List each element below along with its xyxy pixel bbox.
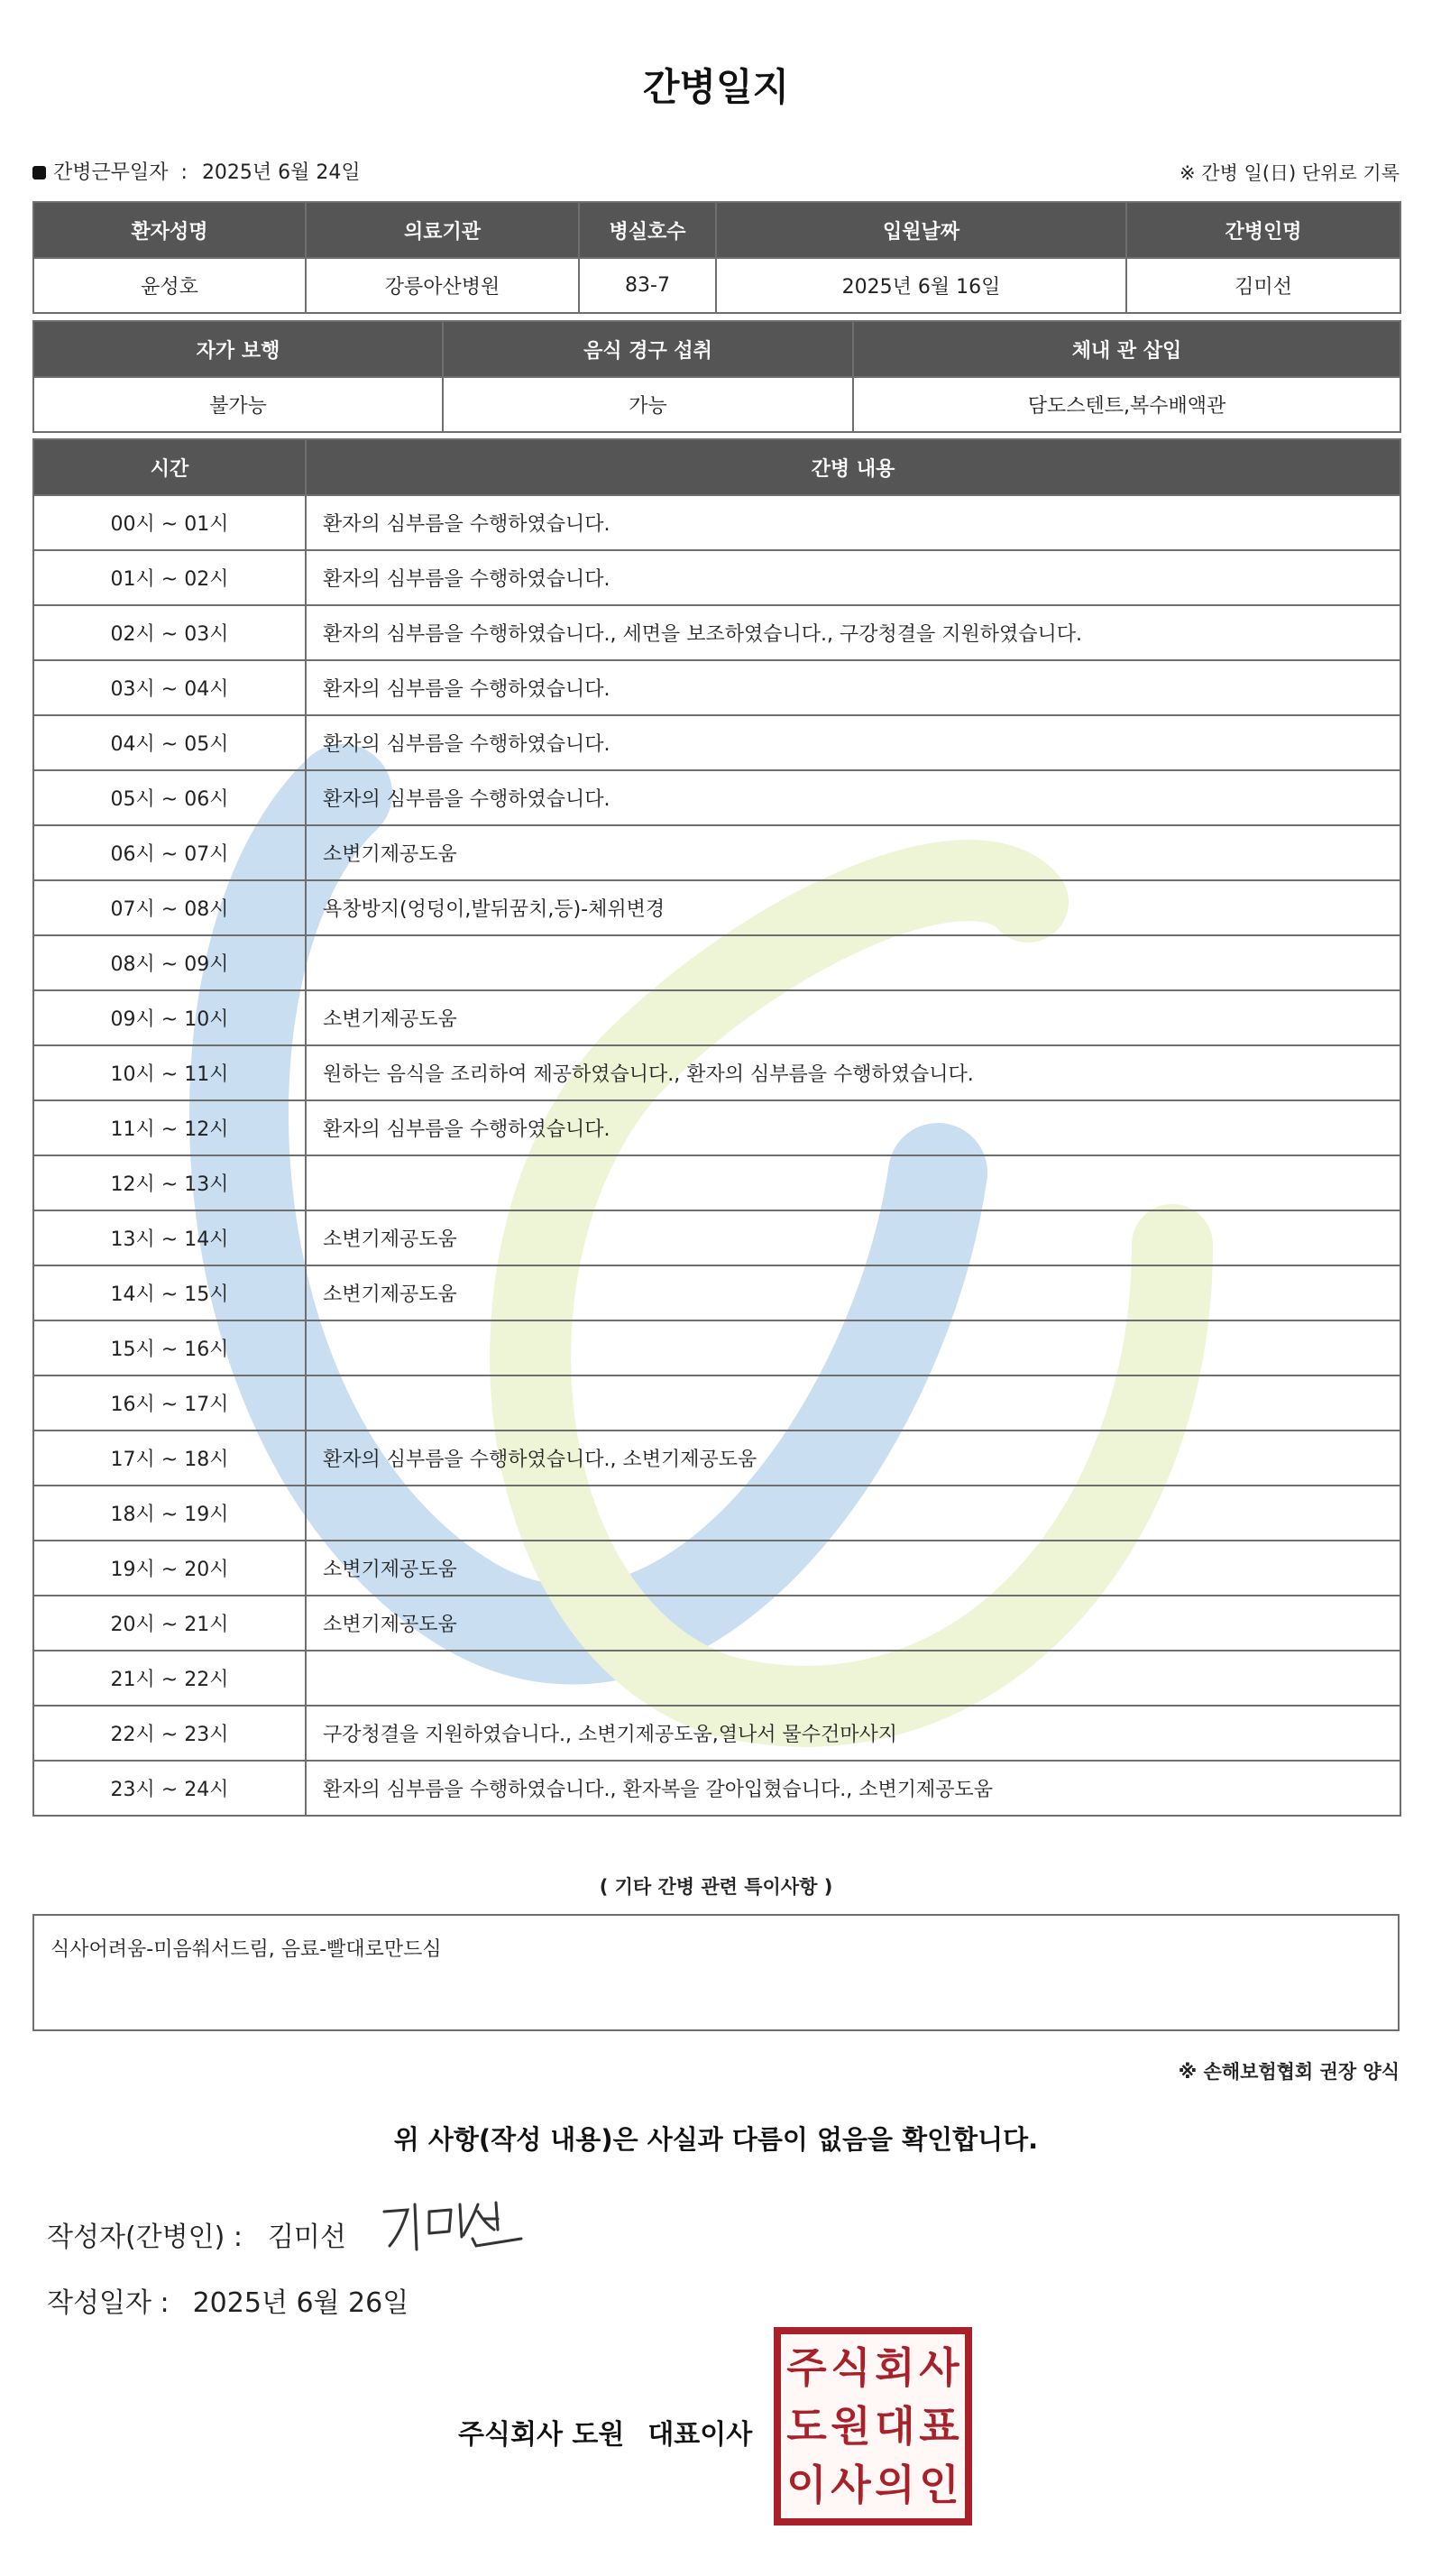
time-cell: 15시 ~ 16시 bbox=[33, 1320, 306, 1375]
time-cell: 19시 ~ 20시 bbox=[33, 1541, 306, 1596]
content-cell: 환자의 심부름을 수행하였습니다. bbox=[306, 1100, 1400, 1155]
company-name: 주식회사 도원 bbox=[458, 2419, 625, 2451]
time-cell: 22시 ~ 23시 bbox=[33, 1706, 306, 1761]
author-line bbox=[47, 2214, 346, 2254]
table-row bbox=[33, 1210, 1400, 1265]
content-column-header: 간병 내용 bbox=[306, 439, 1400, 495]
confirmation-statement: 위 사항(작성 내용)은 사실과 다름이 없음을 확인합니다. bbox=[393, 2124, 1039, 2155]
time-cell: 06시 ~ 07시 bbox=[33, 825, 306, 880]
time-cell: 03시 ~ 04시 bbox=[33, 660, 306, 715]
patient-info-header: 의료기관 bbox=[306, 202, 579, 258]
table-row bbox=[33, 1045, 1400, 1100]
time-column-header: 시간 bbox=[33, 439, 306, 495]
content-cell: 소변기제공도움 bbox=[306, 1210, 1400, 1265]
company-line bbox=[458, 2412, 752, 2452]
patient-info-value: 2025년 6월 16일 bbox=[716, 258, 1126, 313]
seal-character: 도 bbox=[786, 2401, 827, 2451]
seal-character: 인 bbox=[919, 2461, 959, 2510]
seal-character: 회 bbox=[875, 2342, 915, 2392]
patient-status-value-row bbox=[33, 377, 1400, 432]
time-cell: 07시 ~ 08시 bbox=[33, 880, 306, 935]
table-row bbox=[33, 1431, 1400, 1486]
time-cell: 00시 ~ 01시 bbox=[33, 495, 306, 550]
table-row bbox=[33, 1706, 1400, 1761]
time-cell: 21시 ~ 22시 bbox=[33, 1651, 306, 1706]
work-date-line bbox=[32, 157, 361, 185]
time-cell: 12시 ~ 13시 bbox=[33, 1155, 306, 1210]
content-cell bbox=[306, 1375, 1400, 1431]
content-cell: 욕창방지(엉덩이,발뒤꿈치,등)-체위변경 bbox=[306, 880, 1400, 935]
table-row bbox=[33, 715, 1400, 770]
time-cell: 01시 ~ 02시 bbox=[33, 550, 306, 605]
bullet-icon bbox=[32, 166, 46, 179]
written-date-label: 작성일자 : bbox=[47, 2287, 170, 2319]
seal-character: 이 bbox=[786, 2461, 827, 2510]
content-cell: 환자의 심부름을 수행하였습니다. bbox=[306, 715, 1400, 770]
content-cell: 구강청결을 지원하였습니다., 소변기제공도움,열나서 물수건마사지 bbox=[306, 1706, 1400, 1761]
table-row bbox=[33, 495, 1400, 550]
seal-character: 표 bbox=[919, 2401, 959, 2451]
table-row bbox=[33, 990, 1400, 1045]
written-date-line bbox=[47, 2280, 408, 2320]
table-row bbox=[33, 1265, 1400, 1320]
table-row bbox=[33, 1100, 1400, 1155]
content-cell bbox=[306, 1320, 1400, 1375]
table-row bbox=[33, 1375, 1400, 1431]
patient-info-value: 83-7 bbox=[579, 258, 716, 313]
table-row bbox=[33, 550, 1400, 605]
time-cell: 16시 ~ 17시 bbox=[33, 1375, 306, 1431]
patient-status-value: 담도스텐트,복수배액관 bbox=[853, 377, 1400, 432]
content-cell bbox=[306, 1486, 1400, 1541]
seal-character: 사 bbox=[919, 2342, 959, 2392]
form-source-note: ※ 손해보험협회 권장 양식 bbox=[1178, 2061, 1400, 2083]
patient-info-value: 김미선 bbox=[1126, 258, 1400, 313]
seal-character: 원 bbox=[831, 2401, 871, 2451]
content-cell: 환자의 심부름을 수행하였습니다. bbox=[306, 770, 1400, 825]
care-log-body bbox=[33, 495, 1400, 1816]
seal-character: 대 bbox=[875, 2401, 915, 2451]
patient-info-table bbox=[32, 201, 1401, 314]
seal-character: 주 bbox=[786, 2342, 827, 2392]
content-cell: 환자의 심부름을 수행하였습니다. bbox=[306, 495, 1400, 550]
table-row bbox=[33, 825, 1400, 880]
patient-info-value: 강릉아산병원 bbox=[306, 258, 579, 313]
time-cell: 02시 ~ 03시 bbox=[33, 605, 306, 660]
work-date-sep: : bbox=[180, 161, 188, 184]
table-row bbox=[33, 605, 1400, 660]
content-cell: 소변기제공도움 bbox=[306, 1596, 1400, 1651]
handwritten-signature bbox=[377, 2192, 530, 2255]
patient-status-value: 가능 bbox=[443, 377, 853, 432]
time-cell: 10시 ~ 11시 bbox=[33, 1045, 306, 1100]
time-cell: 13시 ~ 14시 bbox=[33, 1210, 306, 1265]
table-row bbox=[33, 770, 1400, 825]
table-row bbox=[33, 1761, 1400, 1816]
content-cell: 소변기제공도움 bbox=[306, 1265, 1400, 1320]
patient-status-header: 체내 관 삽입 bbox=[853, 321, 1400, 377]
content-cell: 소변기제공도움 bbox=[306, 1541, 1400, 1596]
time-cell: 04시 ~ 05시 bbox=[33, 715, 306, 770]
time-cell: 08시 ~ 09시 bbox=[33, 935, 306, 990]
time-cell: 23시 ~ 24시 bbox=[33, 1761, 306, 1816]
time-cell: 05시 ~ 06시 bbox=[33, 770, 306, 825]
author-label: 작성자(간병인) : bbox=[47, 2222, 243, 2253]
table-row bbox=[33, 1486, 1400, 1541]
time-cell: 18시 ~ 19시 bbox=[33, 1486, 306, 1541]
seal-character: 의 bbox=[875, 2461, 915, 2510]
work-date-label: 간병근무일자 bbox=[53, 161, 169, 184]
seal-character: 식 bbox=[831, 2342, 871, 2392]
table-row bbox=[33, 880, 1400, 935]
special-notes-title: ( 기타 간병 관련 특이사항 ) bbox=[599, 1876, 833, 1898]
table-row bbox=[33, 1651, 1400, 1706]
time-cell: 17시 ~ 18시 bbox=[33, 1431, 306, 1486]
table-row bbox=[33, 1320, 1400, 1375]
care-log-header-row bbox=[33, 439, 1400, 495]
patient-info-header: 간병인명 bbox=[1126, 202, 1400, 258]
content-cell: 환자의 심부름을 수행하였습니다., 환자복을 갈아입혔습니다., 소변기제공도움 bbox=[306, 1761, 1400, 1816]
table-row bbox=[33, 935, 1400, 990]
seal-character: 사 bbox=[831, 2461, 871, 2510]
company-role: 대표이사 bbox=[647, 2419, 753, 2451]
patient-status-table bbox=[32, 320, 1401, 433]
patient-status-header: 음식 경구 섭취 bbox=[443, 321, 853, 377]
time-cell: 20시 ~ 21시 bbox=[33, 1596, 306, 1651]
content-cell bbox=[306, 1651, 1400, 1706]
content-cell: 환자의 심부름을 수행하였습니다., 세면을 보조하였습니다., 구강청결을 지원하였습니다. bbox=[306, 605, 1400, 660]
care-log-table bbox=[32, 438, 1401, 1817]
patient-info-header: 입원날짜 bbox=[716, 202, 1126, 258]
special-notes-box: 식사어려움-미음쒀서드림, 음료-빨대로만드심 bbox=[32, 1914, 1400, 2031]
content-cell: 소변기제공도움 bbox=[306, 990, 1400, 1045]
work-date-value: 2025년 6월 24일 bbox=[201, 161, 361, 184]
table-row bbox=[33, 660, 1400, 715]
time-cell: 11시 ~ 12시 bbox=[33, 1100, 306, 1155]
content-cell: 환자의 심부름을 수행하였습니다., 소변기제공도움 bbox=[306, 1431, 1400, 1486]
content-cell: 환자의 심부름을 수행하였습니다. bbox=[306, 660, 1400, 715]
time-cell: 14시 ~ 15시 bbox=[33, 1265, 306, 1320]
company-seal-stamp bbox=[774, 2327, 972, 2525]
content-cell bbox=[306, 1155, 1400, 1210]
content-cell: 소변기제공도움 bbox=[306, 825, 1400, 880]
patient-info-value-row bbox=[33, 258, 1400, 313]
patient-info-header: 환자성명 bbox=[33, 202, 306, 258]
patient-status-header: 자가 보행 bbox=[33, 321, 443, 377]
written-date-value: 2025년 6월 26일 bbox=[192, 2287, 409, 2319]
table-row bbox=[33, 1596, 1400, 1651]
table-row bbox=[33, 1155, 1400, 1210]
patient-status-value: 불가능 bbox=[33, 377, 443, 432]
page-title: 간병일지 bbox=[642, 65, 790, 109]
table-row bbox=[33, 1541, 1400, 1596]
patient-info-value: 윤성호 bbox=[33, 258, 306, 313]
seal-characters bbox=[785, 2338, 961, 2515]
patient-info-header: 병실호수 bbox=[579, 202, 716, 258]
daily-record-note: ※ 간병 일(日) 단위로 기록 bbox=[1180, 162, 1400, 184]
content-cell: 환자의 심부름을 수행하였습니다. bbox=[306, 550, 1400, 605]
content-cell: 원하는 음식을 조리하여 제공하였습니다., 환자의 심부름을 수행하였습니다. bbox=[306, 1045, 1400, 1100]
patient-status-header-row bbox=[33, 321, 1400, 377]
author-name: 김미선 bbox=[267, 2222, 346, 2253]
time-cell: 09시 ~ 10시 bbox=[33, 990, 306, 1045]
patient-info-header-row bbox=[33, 202, 1400, 258]
content-cell bbox=[306, 935, 1400, 990]
